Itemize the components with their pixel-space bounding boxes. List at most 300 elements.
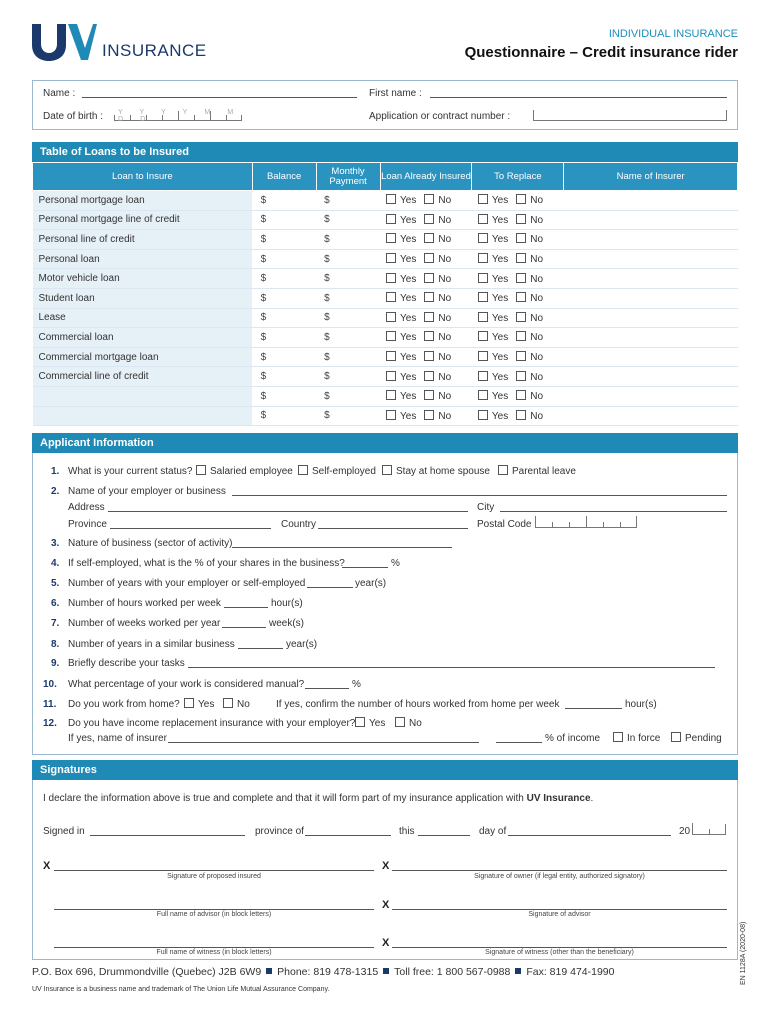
insurer-cell[interactable] <box>564 210 738 230</box>
balance-cell[interactable] <box>252 191 316 211</box>
col-insurer: Name of Insurer <box>564 163 738 191</box>
currency-symbol: $ <box>260 292 267 304</box>
checkbox-icon[interactable] <box>516 410 526 420</box>
balance-cell[interactable] <box>252 230 316 250</box>
checkbox-icon[interactable] <box>386 351 396 361</box>
q4-field[interactable] <box>342 567 388 568</box>
loan-type: Commercial line of credit <box>33 367 253 387</box>
q12-text: Do you have income replacement insurance with your employer? <box>68 718 356 729</box>
q1-option-stay-home[interactable] <box>382 465 490 477</box>
already-insured-cell <box>380 367 472 387</box>
first-name-field[interactable] <box>430 97 727 98</box>
to-replace-choice <box>478 195 543 206</box>
already-insured-cell <box>380 191 472 211</box>
caption-insured: Signature of proposed insured <box>167 873 261 880</box>
already-insured-choice <box>386 332 451 343</box>
q7-number: 7. <box>51 618 60 629</box>
balance-cell[interactable] <box>252 308 316 328</box>
q8-text: Number of years in a similar business <box>68 639 235 650</box>
checkbox-icon[interactable] <box>386 233 396 243</box>
already-insured-cell <box>380 347 472 367</box>
checkbox-icon[interactable] <box>516 233 526 243</box>
payment-cell[interactable] <box>316 406 380 426</box>
yes-label: Yes <box>491 234 509 246</box>
q2-number: 2. <box>51 486 60 497</box>
checkbox-icon[interactable] <box>516 194 526 204</box>
checkbox-icon[interactable] <box>478 233 488 243</box>
already-insured-choice <box>386 254 451 265</box>
yes-label: Yes <box>491 273 509 285</box>
checkbox-icon[interactable] <box>424 253 434 263</box>
signature-witness-field[interactable] <box>392 947 727 948</box>
caption-witness-sig: Signature of witness (other than the beneficiary) <box>485 949 634 956</box>
employer-field[interactable] <box>232 495 727 496</box>
q10-field[interactable] <box>305 688 349 689</box>
yes-label: Yes <box>400 293 417 305</box>
to-replace-choice <box>478 332 543 343</box>
no-label: No <box>530 254 544 266</box>
currency-symbol: $ <box>260 390 267 402</box>
name-label: Name : <box>43 88 76 99</box>
loan-type: Personal mortgage loan <box>33 191 253 211</box>
dob-label: Date of birth : <box>43 111 104 122</box>
checkbox-icon[interactable] <box>671 732 681 742</box>
province-field[interactable] <box>110 528 271 529</box>
checkbox-icon[interactable] <box>386 194 396 204</box>
already-insured-choice <box>386 372 451 383</box>
insurer-cell[interactable] <box>564 308 738 328</box>
no-label: No <box>438 214 452 226</box>
already-insured-cell <box>380 288 472 308</box>
payment-cell[interactable] <box>316 367 380 387</box>
checkbox-icon[interactable] <box>386 253 396 263</box>
q6-number: 6. <box>51 598 60 609</box>
declaration-text <box>43 793 593 804</box>
yes-label: Yes <box>400 352 417 364</box>
page-title: Questionnaire – Credit insurance rider <box>464 44 738 61</box>
insurer-cell[interactable] <box>564 191 738 211</box>
yes-label: Yes <box>491 391 509 403</box>
yes-label: Yes <box>491 195 509 207</box>
address-field[interactable] <box>108 511 468 512</box>
footer-phone: Phone: 819 478-1315 <box>277 966 379 978</box>
q11-text: Do you work from home? <box>68 699 180 710</box>
insurer-cell[interactable] <box>564 230 738 250</box>
no-label: No <box>438 254 452 266</box>
q10-text: What percentage of your work is considered manual? <box>68 679 305 690</box>
checkbox-icon[interactable] <box>478 194 488 204</box>
yes-label: Yes <box>491 371 509 383</box>
witness-name-field[interactable] <box>54 947 374 948</box>
yes-label: Yes <box>491 332 509 344</box>
table-row <box>33 386 738 406</box>
q5-number: 5. <box>51 578 60 589</box>
yes-label: Yes <box>400 332 417 344</box>
province-of-label: province of <box>255 826 304 837</box>
q5-unit: year(s) <box>355 578 387 589</box>
already-insured-choice <box>386 234 451 245</box>
already-insured-choice <box>386 411 451 422</box>
checkbox-icon[interactable] <box>478 253 488 263</box>
loan-type: Personal mortgage line of credit <box>33 210 253 230</box>
checkbox-icon[interactable] <box>478 331 488 341</box>
uv-logo-icon <box>30 22 100 62</box>
yes-label: Yes <box>400 391 417 403</box>
checkbox-icon[interactable] <box>478 312 488 322</box>
balance-cell[interactable] <box>252 210 316 230</box>
q1-option-parental-label: Parental leave <box>512 466 576 477</box>
q12-in-force[interactable] <box>613 732 660 744</box>
signed-in-label: Signed in <box>43 826 85 837</box>
declaration-pre: I declare the information above is true and complete and that it will form part of my insurance application with <box>43 793 527 804</box>
contract-number-field[interactable] <box>533 110 727 121</box>
signature-insured-field[interactable] <box>54 870 374 871</box>
day-field[interactable] <box>418 835 470 836</box>
currency-symbol: $ <box>260 214 267 226</box>
loan-type <box>33 386 253 406</box>
checkbox-icon[interactable] <box>424 273 434 283</box>
q11-yes[interactable] <box>184 698 214 710</box>
loans-table <box>32 162 738 426</box>
q12-pending[interactable] <box>671 732 722 744</box>
checkbox-icon[interactable] <box>516 253 526 263</box>
checkbox-icon[interactable] <box>613 732 623 742</box>
balance-cell[interactable] <box>252 367 316 387</box>
loan-type: Personal line of credit <box>33 230 253 250</box>
balance-cell[interactable] <box>252 269 316 289</box>
footer-legal: UV Insurance is a business name and trademark of The Union Life Mutual Assurance Company. <box>32 986 330 993</box>
q3-field[interactable] <box>232 547 452 548</box>
balance-cell[interactable] <box>252 386 316 406</box>
checkbox-icon[interactable] <box>386 390 396 400</box>
q8-number: 8. <box>51 639 60 650</box>
checkbox-icon[interactable] <box>386 292 396 302</box>
insurer-cell[interactable] <box>564 249 738 269</box>
currency-symbol: $ <box>324 331 330 343</box>
x-mark-advisor: X <box>382 899 390 911</box>
currency-symbol: $ <box>260 253 267 265</box>
city-field[interactable] <box>500 511 727 512</box>
currency-symbol: $ <box>260 312 267 324</box>
city-label: City <box>477 502 495 513</box>
advisor-name-field[interactable] <box>54 909 374 910</box>
q11-hours-field[interactable] <box>565 708 622 709</box>
q12-insurer-field[interactable] <box>168 742 479 743</box>
uv-logo <box>30 22 210 62</box>
day-of-label: day of <box>479 826 507 837</box>
checkbox-icon[interactable] <box>478 390 488 400</box>
no-label: No <box>530 410 544 422</box>
yes-label: Yes <box>400 410 417 422</box>
checkbox-icon[interactable] <box>424 194 434 204</box>
checkbox-icon[interactable] <box>498 465 508 475</box>
signature-owner-field[interactable] <box>392 870 727 871</box>
balance-cell[interactable] <box>252 288 316 308</box>
checkbox-icon[interactable] <box>223 698 233 708</box>
no-label: No <box>438 410 452 422</box>
x-mark-owner: X <box>382 860 390 872</box>
q4-number: 4. <box>51 558 60 569</box>
to-replace-cell <box>472 210 564 230</box>
q6-unit: hour(s) <box>271 598 303 609</box>
insurer-cell[interactable] <box>564 367 738 387</box>
payment-cell[interactable] <box>316 230 380 250</box>
loan-type: Commercial mortgage loan <box>33 347 253 367</box>
yes-label: Yes <box>400 254 417 266</box>
postal-label: Postal Code <box>477 519 532 530</box>
signatures-section-title: Signatures <box>32 760 738 780</box>
currency-symbol: $ <box>260 331 267 343</box>
no-label: No <box>530 214 544 226</box>
balance-cell[interactable] <box>252 328 316 348</box>
loan-type: Commercial loan <box>33 328 253 348</box>
checkbox-icon[interactable] <box>478 292 488 302</box>
to-replace-choice <box>478 372 543 383</box>
checkbox-icon[interactable] <box>184 698 194 708</box>
no-label: No <box>438 293 452 305</box>
q1-text: What is your current status? <box>68 466 193 477</box>
checkbox-icon[interactable] <box>386 371 396 381</box>
checkbox-icon[interactable] <box>424 410 434 420</box>
checkbox-icon[interactable] <box>386 410 396 420</box>
country-field[interactable] <box>318 528 468 529</box>
checkbox-icon[interactable] <box>424 312 434 322</box>
loan-type: Personal loan <box>33 249 253 269</box>
checkbox-icon[interactable] <box>386 214 396 224</box>
insurer-cell[interactable] <box>564 347 738 367</box>
province-of-field[interactable] <box>305 835 391 836</box>
yes-label: Yes <box>491 352 509 364</box>
to-replace-cell <box>472 308 564 328</box>
q9-text: Briefly describe your tasks <box>68 658 185 669</box>
to-replace-choice <box>478 215 543 226</box>
checkbox-icon[interactable] <box>424 233 434 243</box>
year-field[interactable] <box>692 824 726 835</box>
q6-field[interactable] <box>224 607 268 608</box>
payment-cell[interactable] <box>316 249 380 269</box>
q11-no-label: No <box>237 699 250 710</box>
already-insured-cell <box>380 406 472 426</box>
checkbox-icon[interactable] <box>516 214 526 224</box>
x-mark-insured: X <box>43 860 51 872</box>
already-insured-cell <box>380 308 472 328</box>
payment-cell[interactable] <box>316 269 380 289</box>
q1-option-salaried[interactable] <box>196 465 293 477</box>
checkbox-icon[interactable] <box>424 390 434 400</box>
checkbox-icon[interactable] <box>516 390 526 400</box>
checkbox-icon[interactable] <box>478 273 488 283</box>
signature-advisor-field[interactable] <box>392 909 727 910</box>
balance-cell[interactable] <box>252 406 316 426</box>
q1-option-stay-home-label: Stay at home spouse <box>396 466 490 477</box>
payment-cell[interactable] <box>316 210 380 230</box>
q10-unit: % <box>352 679 361 690</box>
already-insured-cell <box>380 249 472 269</box>
col-loan: Loan to Insure <box>33 163 253 191</box>
table-row <box>33 269 738 289</box>
no-label: No <box>438 234 452 246</box>
payment-cell[interactable] <box>316 328 380 348</box>
insurer-cell[interactable] <box>564 269 738 289</box>
balance-cell[interactable] <box>252 347 316 367</box>
dob-placeholder: Y Y Y Y M M D D <box>118 109 241 123</box>
checkbox-icon[interactable] <box>424 214 434 224</box>
q4-text: If self-employed, what is the % of your shares in the business? <box>68 558 345 569</box>
to-replace-cell <box>472 406 564 426</box>
q12-yes[interactable] <box>355 717 385 729</box>
table-row <box>33 191 738 211</box>
col-already-insured: Loan Already Insured <box>380 163 472 191</box>
to-replace-cell <box>472 288 564 308</box>
postal-code-field[interactable] <box>535 517 637 528</box>
q3-number: 3. <box>51 538 60 549</box>
q12-no[interactable] <box>395 717 422 729</box>
payment-cell[interactable] <box>316 308 380 328</box>
table-row <box>33 210 738 230</box>
to-replace-cell <box>472 386 564 406</box>
province-label: Province <box>68 519 107 530</box>
col-balance: Balance <box>252 163 316 191</box>
checkbox-icon[interactable] <box>516 273 526 283</box>
payment-cell[interactable] <box>316 191 380 211</box>
q8-field[interactable] <box>238 648 283 649</box>
footer-contact <box>32 966 615 978</box>
checkbox-icon[interactable] <box>516 292 526 302</box>
q11-follow-text: If yes, confirm the number of hours worked from home per week <box>276 699 560 710</box>
yes-label: Yes <box>400 371 417 383</box>
to-replace-choice <box>478 254 543 265</box>
table-row <box>33 367 738 387</box>
no-label: No <box>530 273 544 285</box>
checkbox-icon[interactable] <box>395 717 405 727</box>
checkbox-icon[interactable] <box>478 371 488 381</box>
caption-owner: Signature of owner (if legal entity, authorized signatory) <box>474 873 645 880</box>
already-insured-cell <box>380 328 472 348</box>
q11-number: 11. <box>43 699 57 710</box>
no-label: No <box>530 234 544 246</box>
declaration-brand: UV Insurance <box>526 793 591 804</box>
loan-type: Lease <box>33 308 253 328</box>
q12-income-label: % of income <box>545 733 601 744</box>
checkbox-icon[interactable] <box>424 371 434 381</box>
no-label: No <box>438 371 452 383</box>
payment-cell[interactable] <box>316 386 380 406</box>
q1-option-parental[interactable] <box>498 465 576 477</box>
checkbox-icon[interactable] <box>196 465 206 475</box>
checkbox-icon[interactable] <box>386 331 396 341</box>
checkbox-icon[interactable] <box>355 717 365 727</box>
checkbox-icon[interactable] <box>424 292 434 302</box>
checkbox-icon[interactable] <box>382 465 392 475</box>
q12-income-field[interactable] <box>496 742 542 743</box>
q5-text: Number of years with your employer or self-employed <box>68 578 306 589</box>
q3-text: Nature of business (sector of activity) <box>68 538 233 549</box>
q7-field[interactable] <box>222 627 266 628</box>
logo-wordmark: INSURANCE <box>102 41 207 60</box>
insurer-cell[interactable] <box>564 328 738 348</box>
currency-symbol: $ <box>324 371 330 383</box>
currency-symbol: $ <box>260 233 267 245</box>
q5-field[interactable] <box>307 587 353 588</box>
loan-type <box>33 406 253 426</box>
checkbox-icon[interactable] <box>516 351 526 361</box>
q11-no[interactable] <box>223 698 250 710</box>
q8-unit: year(s) <box>286 639 318 650</box>
yes-label: Yes <box>491 410 509 422</box>
checkbox-icon[interactable] <box>478 410 488 420</box>
checkbox-icon[interactable] <box>298 465 308 475</box>
checkbox-icon[interactable] <box>516 371 526 381</box>
insurer-cell[interactable] <box>564 288 738 308</box>
already-insured-choice <box>386 391 451 402</box>
month-field[interactable] <box>508 835 671 836</box>
currency-symbol: $ <box>324 214 330 226</box>
insurer-cell[interactable] <box>564 386 738 406</box>
loans-section-title: Table of Loans to be Insured <box>32 142 738 162</box>
checkbox-icon[interactable] <box>424 351 434 361</box>
dob-field[interactable] <box>114 110 242 121</box>
no-label: No <box>530 195 544 207</box>
already-insured-cell <box>380 269 472 289</box>
signed-in-field[interactable] <box>90 835 245 836</box>
loans-table-header <box>33 163 738 191</box>
checkbox-icon[interactable] <box>478 351 488 361</box>
q1-option-self-employed[interactable] <box>298 465 376 477</box>
yes-label: Yes <box>400 195 417 207</box>
checkbox-icon[interactable] <box>386 312 396 322</box>
to-replace-cell <box>472 269 564 289</box>
checkbox-icon[interactable] <box>424 331 434 341</box>
insurer-cell[interactable] <box>564 406 738 426</box>
currency-symbol: $ <box>324 233 330 245</box>
balance-cell[interactable] <box>252 249 316 269</box>
q11-unit: hour(s) <box>625 699 657 710</box>
checkbox-icon[interactable] <box>386 273 396 283</box>
no-label: No <box>438 391 452 403</box>
bullet-square-icon <box>383 968 389 974</box>
checkbox-icon[interactable] <box>478 214 488 224</box>
checkbox-icon[interactable] <box>516 331 526 341</box>
already-insured-choice <box>386 352 451 363</box>
payment-cell[interactable] <box>316 288 380 308</box>
q7-unit: week(s) <box>269 618 305 629</box>
caption-advisor-sig: Signature of advisor <box>528 911 591 918</box>
col-payment: Monthly Payment <box>316 163 380 191</box>
currency-symbol: $ <box>324 390 330 402</box>
q1-number: 1. <box>51 466 60 477</box>
first-name-label: First name : <box>369 88 422 99</box>
no-label: No <box>530 293 544 305</box>
q9-field[interactable] <box>188 667 715 668</box>
this-label: this <box>399 826 415 837</box>
q9-number: 9. <box>51 658 60 669</box>
checkbox-icon[interactable] <box>516 312 526 322</box>
already-insured-choice <box>386 293 451 304</box>
no-label: No <box>438 332 452 344</box>
contract-label: Application or contract number : <box>369 111 511 122</box>
no-label: No <box>530 312 544 324</box>
already-insured-cell <box>380 386 472 406</box>
no-label: No <box>438 273 452 285</box>
loan-type: Student loan <box>33 288 253 308</box>
already-insured-choice <box>386 195 451 206</box>
name-field[interactable] <box>82 97 357 98</box>
currency-symbol: $ <box>260 351 267 363</box>
currency-symbol: $ <box>324 292 330 304</box>
already-insured-choice <box>386 274 451 285</box>
payment-cell[interactable] <box>316 347 380 367</box>
to-replace-cell <box>472 249 564 269</box>
